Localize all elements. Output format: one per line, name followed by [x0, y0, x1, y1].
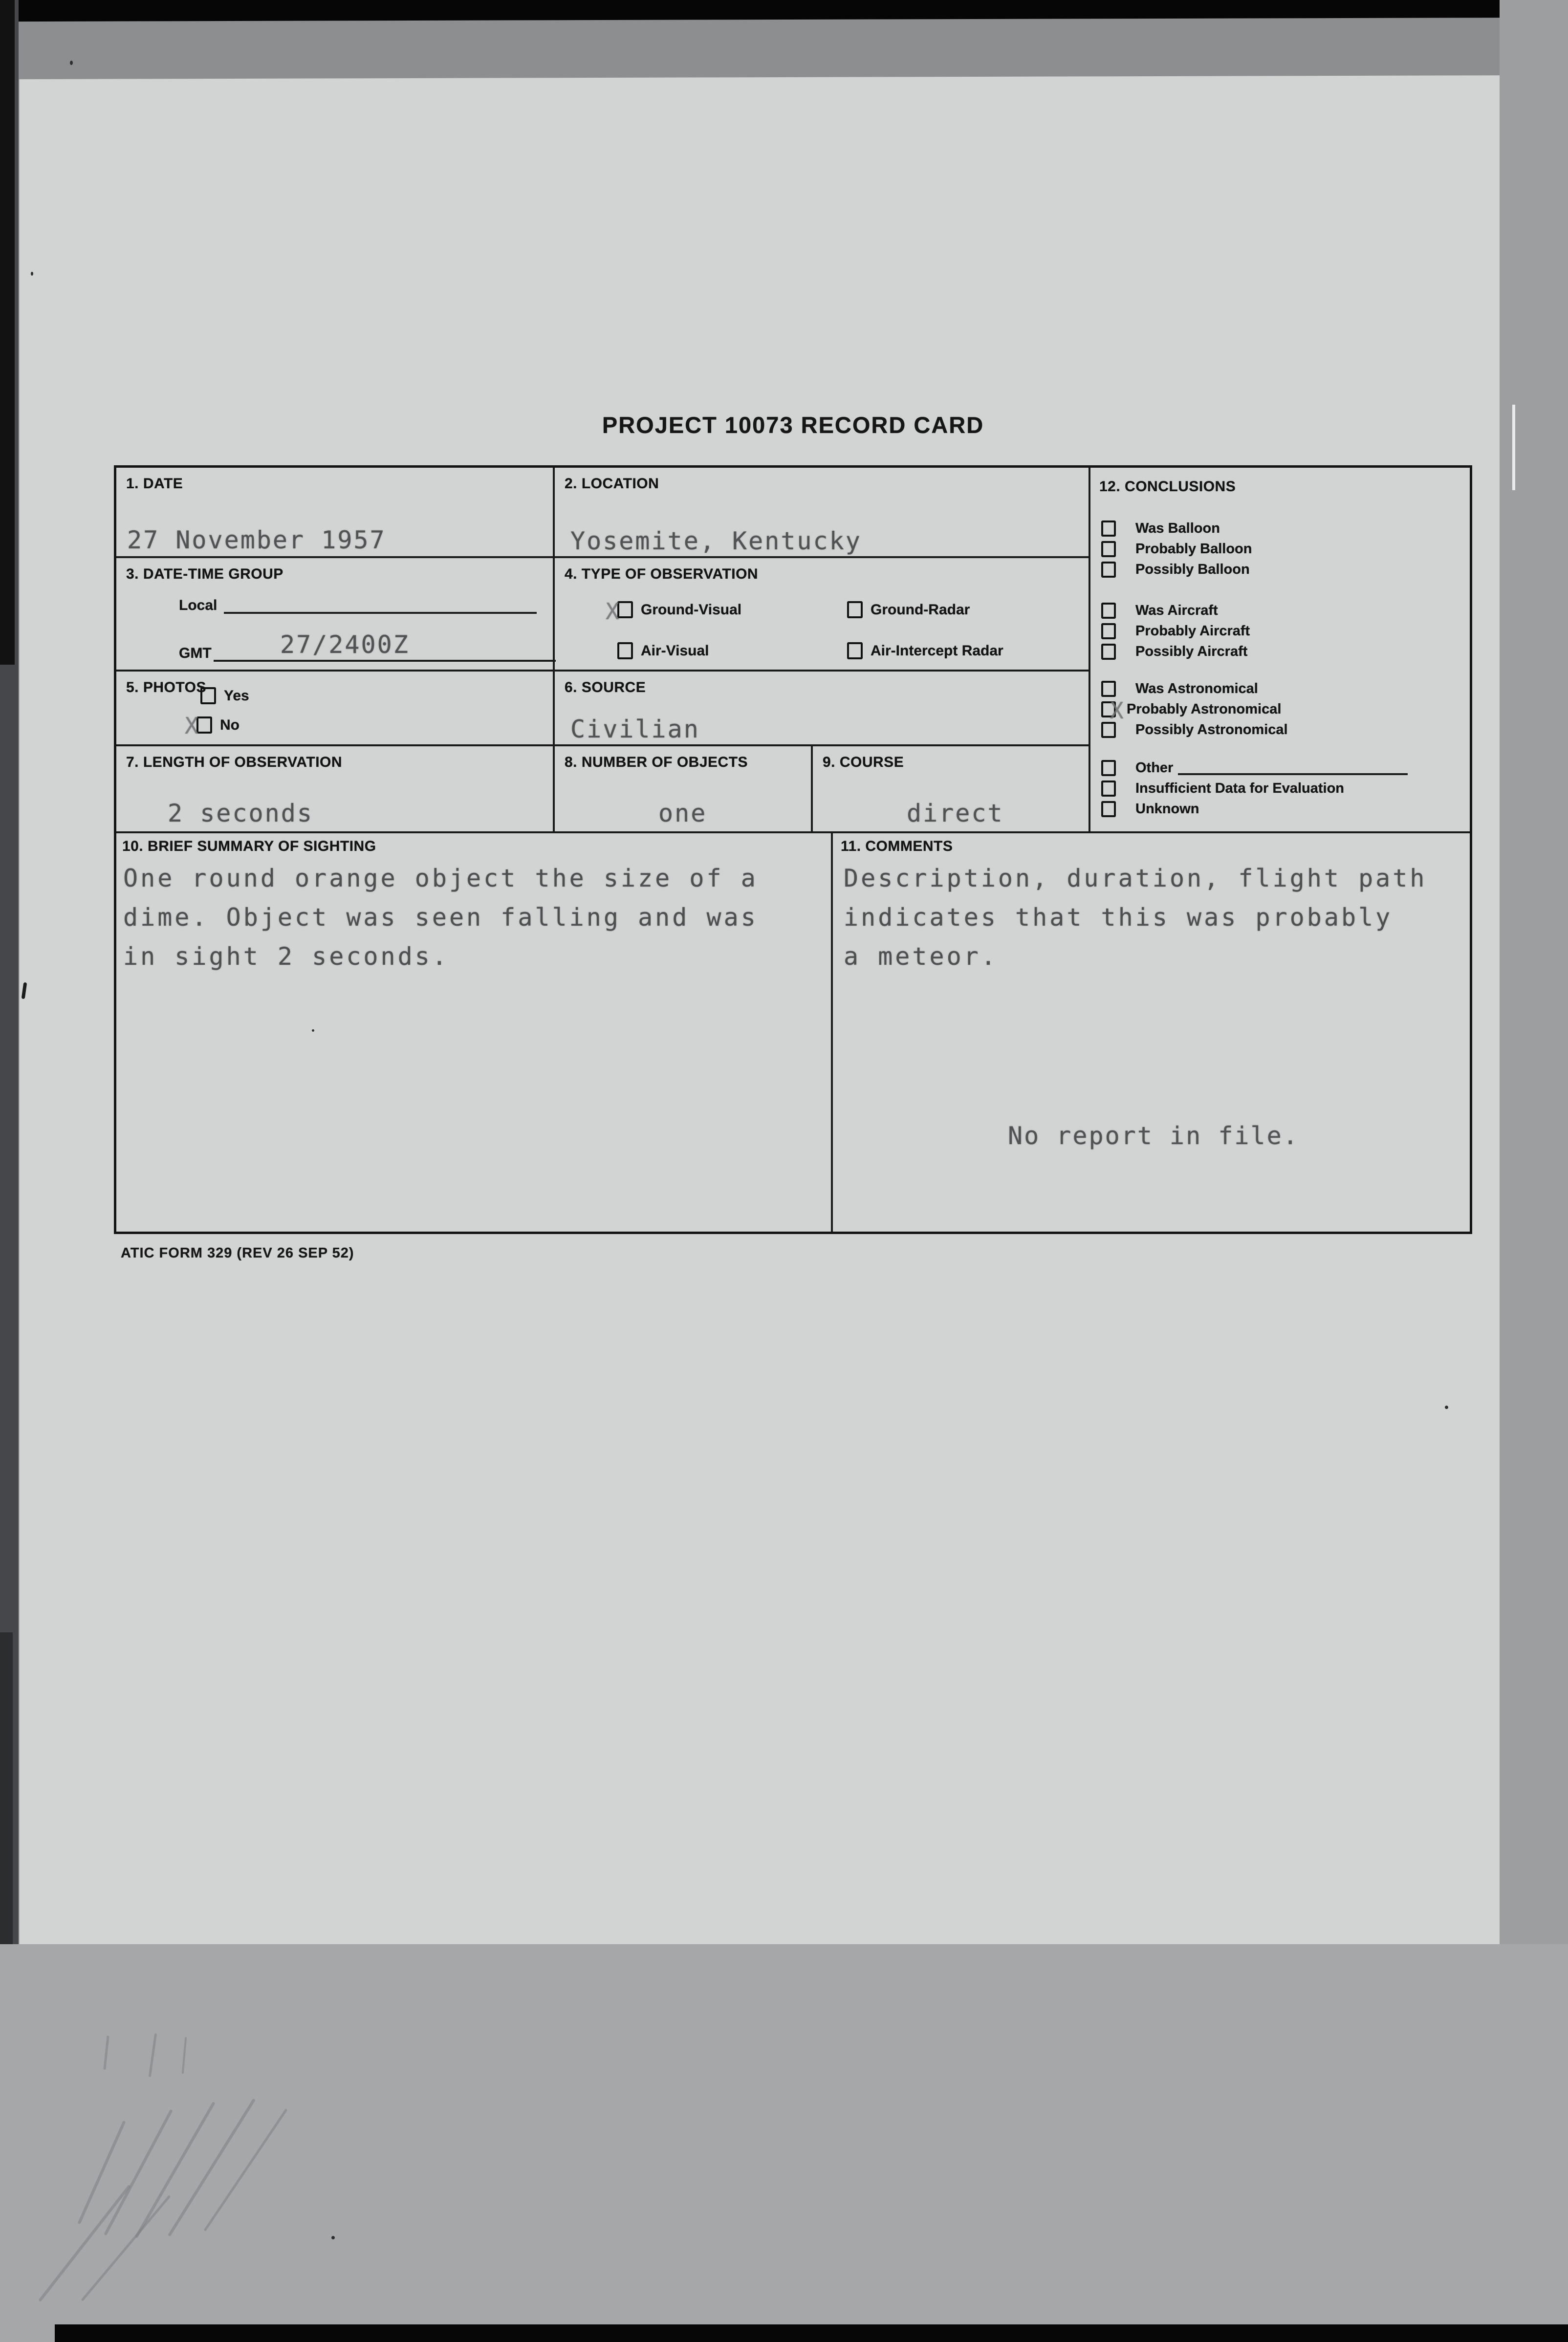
field-summary-label: 10. BRIEF SUMMARY OF SIGHTING	[122, 838, 376, 854]
option-label: Air-Visual	[641, 642, 709, 659]
scan-left-edge-dark	[0, 0, 15, 665]
conclusion-option-label: Possibly Balloon	[1135, 562, 1250, 577]
field-date-label: 1. DATE	[126, 476, 183, 492]
checkbox-icon	[617, 601, 633, 618]
comments-line: indicates that this was probably	[844, 903, 1393, 932]
scan-right-scratch	[1512, 405, 1515, 490]
field-location-value: Yosemite, Kentucky	[570, 527, 862, 555]
field-course	[813, 746, 1089, 833]
conclusion-option-other	[1101, 760, 1408, 776]
field-comments-label: 11. COMMENTS	[841, 838, 953, 854]
checkbox-icon	[1101, 760, 1116, 776]
dtg-local-row	[179, 597, 537, 614]
option-ground-visual	[606, 598, 742, 625]
option-label: No	[220, 716, 240, 733]
field-summary-text	[123, 859, 758, 976]
checkbox-icon	[1101, 722, 1116, 738]
conclusion-option-label: Probably Astronomical	[1127, 701, 1282, 717]
field-dtg-label: 3. DATE-TIME GROUP	[126, 566, 283, 582]
record-card-table	[114, 465, 1472, 1234]
field-date-time-group	[116, 558, 555, 672]
field-comments-text	[844, 859, 1427, 976]
typed-x-mark: X	[606, 598, 619, 625]
summary-line: dime. Object was seen falling and was	[123, 903, 758, 932]
conclusion-option-label: Possibly Astronomical	[1135, 722, 1288, 737]
field-brief-summary	[116, 833, 833, 1232]
field-number-of-objects	[555, 746, 813, 833]
checkbox-icon	[1101, 681, 1116, 697]
checkbox-icon	[200, 687, 216, 704]
option-photos-no	[185, 713, 240, 739]
conclusion-option-label: Other	[1135, 760, 1174, 776]
field-source-label: 6. SOURCE	[565, 679, 646, 695]
conclusion-option-label: Unknown	[1135, 801, 1199, 817]
conclusion-option	[1101, 644, 1247, 660]
checkbox-icon	[1101, 623, 1116, 639]
field-type-of-observation	[555, 558, 1089, 672]
field-date-value: 27 November 1957	[127, 526, 386, 554]
conclusion-option-label: Probably Aircraft	[1135, 623, 1250, 639]
checkbox-icon	[1101, 520, 1116, 537]
dtg-gmt-value: 27/2400Z	[280, 630, 410, 659]
comments-note: No report in file.	[1008, 1122, 1299, 1150]
field-location	[555, 468, 1089, 558]
scan-speck	[1445, 1406, 1448, 1409]
field-length-of-observation	[116, 746, 555, 833]
field-date	[116, 468, 555, 558]
dtg-local-label: Local	[179, 597, 218, 613]
scan-speck	[331, 2236, 335, 2239]
scan-speck	[31, 272, 33, 276]
conclusion-option	[1101, 681, 1258, 697]
checkbox-icon	[617, 642, 633, 659]
field-length-label: 7. LENGTH OF OBSERVATION	[126, 754, 343, 770]
other-blank-line	[1178, 761, 1408, 775]
scan-bottom-edge	[55, 2324, 1568, 2342]
conclusion-option-label: Was Balloon	[1135, 520, 1220, 536]
scan-top-margin	[0, 18, 1568, 79]
checkbox-icon	[1101, 603, 1116, 619]
conclusion-option	[1101, 781, 1344, 797]
field-number-value: one	[658, 799, 707, 827]
checkbox-icon	[196, 716, 212, 734]
summary-line: One round orange object the size of a	[123, 864, 758, 892]
field-comments	[833, 833, 1470, 1232]
option-label: Ground-Radar	[871, 601, 970, 618]
scan-speck	[70, 61, 73, 65]
typed-x-mark: X	[185, 713, 198, 739]
field-photos-label: 5. PHOTOS	[126, 679, 206, 695]
checkbox-icon	[1101, 562, 1116, 578]
option-air-visual	[617, 642, 709, 659]
field-course-label: 9. COURSE	[823, 754, 904, 770]
field-type-obs-label: 4. TYPE OF OBSERVATION	[565, 566, 759, 582]
checkbox-icon	[1101, 781, 1116, 797]
checkbox-icon	[1101, 541, 1116, 557]
field-location-label: 2. LOCATION	[565, 476, 659, 492]
option-label: Ground-Visual	[641, 601, 742, 618]
conclusion-option-label: Possibly Aircraft	[1135, 644, 1248, 659]
card-title: PROJECT 10073 RECORD CARD	[602, 412, 984, 438]
checkbox-icon	[1101, 644, 1116, 660]
form-id-footer: ATIC FORM 329 (REV 26 SEP 52)	[121, 1245, 354, 1261]
conclusion-option-label: Was Astronomical	[1135, 681, 1258, 696]
dtg-gmt-label: GMT	[179, 645, 212, 661]
checkbox-icon	[1101, 801, 1116, 817]
comments-line: a meteor.	[844, 942, 998, 971]
conclusion-option-probably-astronomical	[1101, 697, 1282, 724]
typed-x-mark: X	[1110, 697, 1124, 724]
field-length-value: 2 seconds	[168, 799, 313, 827]
checkbox-icon	[847, 601, 863, 618]
comments-line: Description, duration, flight path	[844, 864, 1427, 892]
field-conclusions	[1089, 468, 1470, 833]
field-conclusions-label: 12. CONCLUSIONS	[1099, 478, 1236, 495]
field-source	[555, 672, 1089, 746]
conclusion-option	[1101, 562, 1250, 578]
summary-line: in sight 2 seconds.	[123, 942, 449, 971]
option-air-intercept-radar	[847, 642, 1003, 659]
conclusion-option	[1101, 541, 1252, 557]
field-source-value: Civilian	[570, 715, 700, 743]
conclusion-option-label: Was Aircraft	[1135, 603, 1218, 618]
field-course-value: direct	[907, 799, 1004, 827]
conclusion-option	[1101, 623, 1250, 639]
option-ground-radar	[847, 601, 970, 618]
checkbox-icon	[847, 642, 863, 659]
field-number-label: 8. NUMBER OF OBJECTS	[565, 754, 748, 770]
conclusion-option	[1101, 520, 1220, 537]
dtg-local-line	[224, 597, 537, 614]
option-label: Air-Intercept Radar	[871, 642, 1003, 659]
option-label: Yes	[224, 687, 249, 704]
conclusion-option-label: Probably Balloon	[1135, 541, 1252, 557]
option-photos-yes	[200, 687, 249, 704]
conclusion-option-label: Insufficient Data for Evaluation	[1135, 781, 1344, 796]
conclusion-option	[1101, 722, 1288, 738]
field-photos	[116, 672, 555, 746]
conclusion-option	[1101, 603, 1218, 619]
conclusion-option	[1101, 801, 1199, 817]
scan-bottom-margin	[0, 1944, 1568, 2342]
